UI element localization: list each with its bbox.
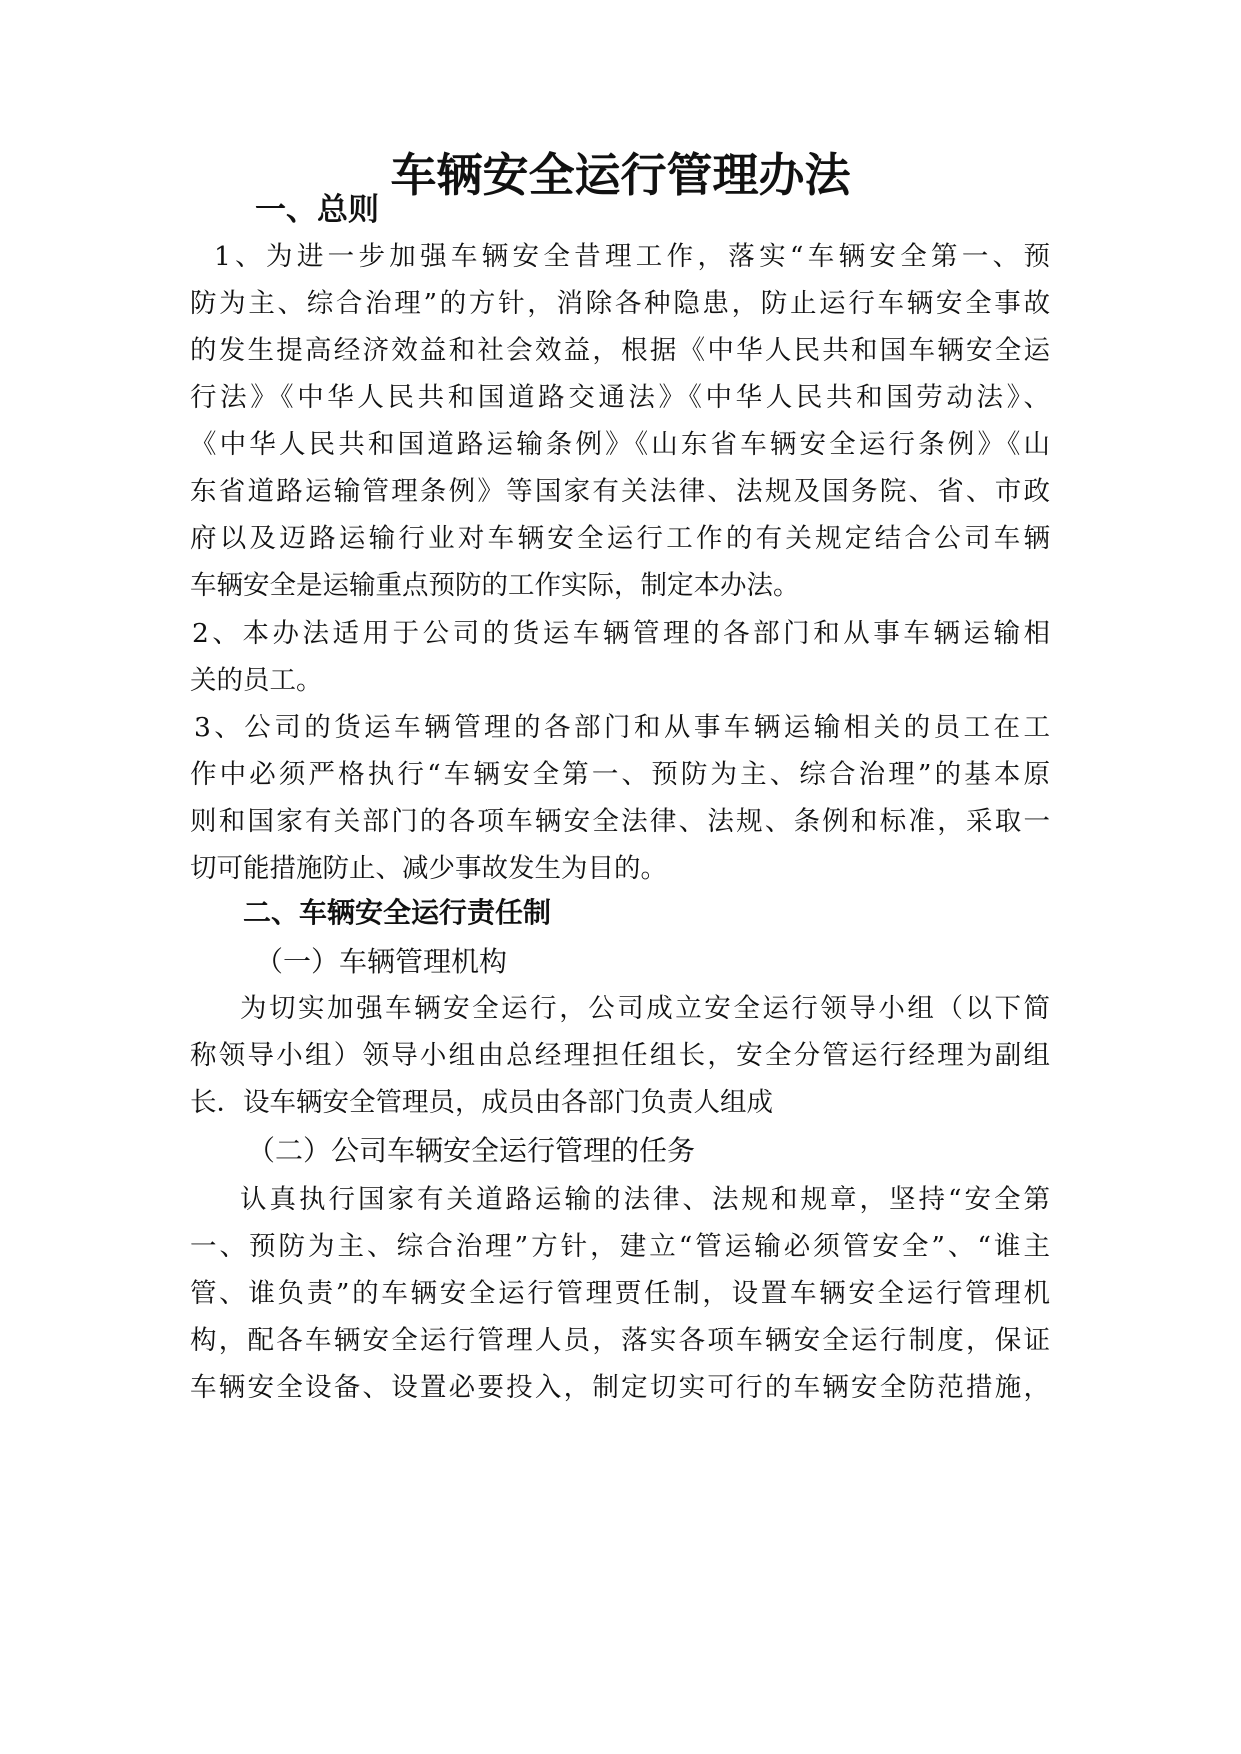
paragraph-1-line: 车辆安全是运输重点预防的工作实际，制定本办法。 <box>190 570 800 601</box>
paragraph-5-line: 车辆安全设备、设置必要投入，制定切实可行的车辆安全防范措施， <box>190 1372 1050 1403</box>
section-heading-responsibility: 二、车辆安全运行责任制 <box>243 896 552 929</box>
paragraph-1-line: 行法》《中华人民共和国道路交通法》《中华人民共和国劳动法》、 <box>190 382 1050 413</box>
paragraph-1-line: 1、为进一步加强车辆安全昔理工作，落实“车辆安全第一、预 <box>214 241 1050 272</box>
paragraph-1-line: 府以及迈路运输行业对车辆安全运行工作的有关规定结合公司车辆 <box>190 523 1050 554</box>
paragraph-2-line: 2、本办法适用于公司的货运车辆管理的各部门和从事车辆运输相 <box>192 618 1050 649</box>
paragraph-5-line: 一、预防为主、综合治理”方针，建立“管运输必须管安全”、“谁主 <box>190 1231 1050 1262</box>
subsection-heading-tasks: （二）公司车辆安全运行管理的任务 <box>247 1134 696 1167</box>
paragraph-3-line: 作中必须严格执行“车辆安全第一、预防为主、综合治理”的基本原 <box>190 759 1050 790</box>
paragraph-3-line: 则和国家有关部门的各项车辆安全法律、法规、条例和标准，采取一 <box>190 806 1050 837</box>
paragraph-2-line: 关的员工。 <box>190 665 323 696</box>
paragraph-3-line: 3、公司的货运车辆管理的各部门和从事车辆运输相关的员工在工 <box>194 712 1050 743</box>
paragraph-4-line: 称领导小组）领导小组由总经理担任组长，安全分管运行经理为副组 <box>190 1040 1050 1071</box>
paragraph-1-line: 《中华人民共和国道路运输条例》《山东省车辆安全运行条例》《山 <box>190 429 1050 460</box>
paragraph-5-line: 构，配各车辆安全运行管理人员，落实各项车辆安全运行制度，保证 <box>190 1325 1050 1356</box>
section-heading-general: 一、总则 <box>255 192 379 228</box>
paragraph-3-line: 切可能措施防止、减少事故发生为目的。 <box>190 853 667 884</box>
paragraph-5-line: 管、谁负责”的车辆安全运行管理贾任制，设置车辆安全运行管理机 <box>190 1278 1050 1309</box>
paragraph-4-line: 长．设车辆安全管理员，成员由各部门负责人组成 <box>190 1087 773 1118</box>
paragraph-1-line: 的发生提高经济效益和社会效益，根据《中华人民共和国车辆安全运 <box>190 335 1050 366</box>
document-title: 车辆安全运行管理办法 <box>390 148 851 202</box>
subsection-heading-management: （一）车辆管理机构 <box>255 945 508 978</box>
paragraph-1-line: 东省道路运输管理条例》等国家有关法律、法规及国务院、省、市政 <box>190 476 1050 507</box>
paragraph-1-line: 防为主、综合治理”的方针，消除各种隐患，防止运行车辆安全事故 <box>190 288 1050 319</box>
paragraph-4-line: 为切实加强车辆安全运行，公司成立安全运行领导小组（以下简 <box>240 993 1050 1024</box>
paragraph-5-line: 认真执行国家有关道路运输的法律、法规和规章，坚持“安全第 <box>240 1184 1050 1215</box>
